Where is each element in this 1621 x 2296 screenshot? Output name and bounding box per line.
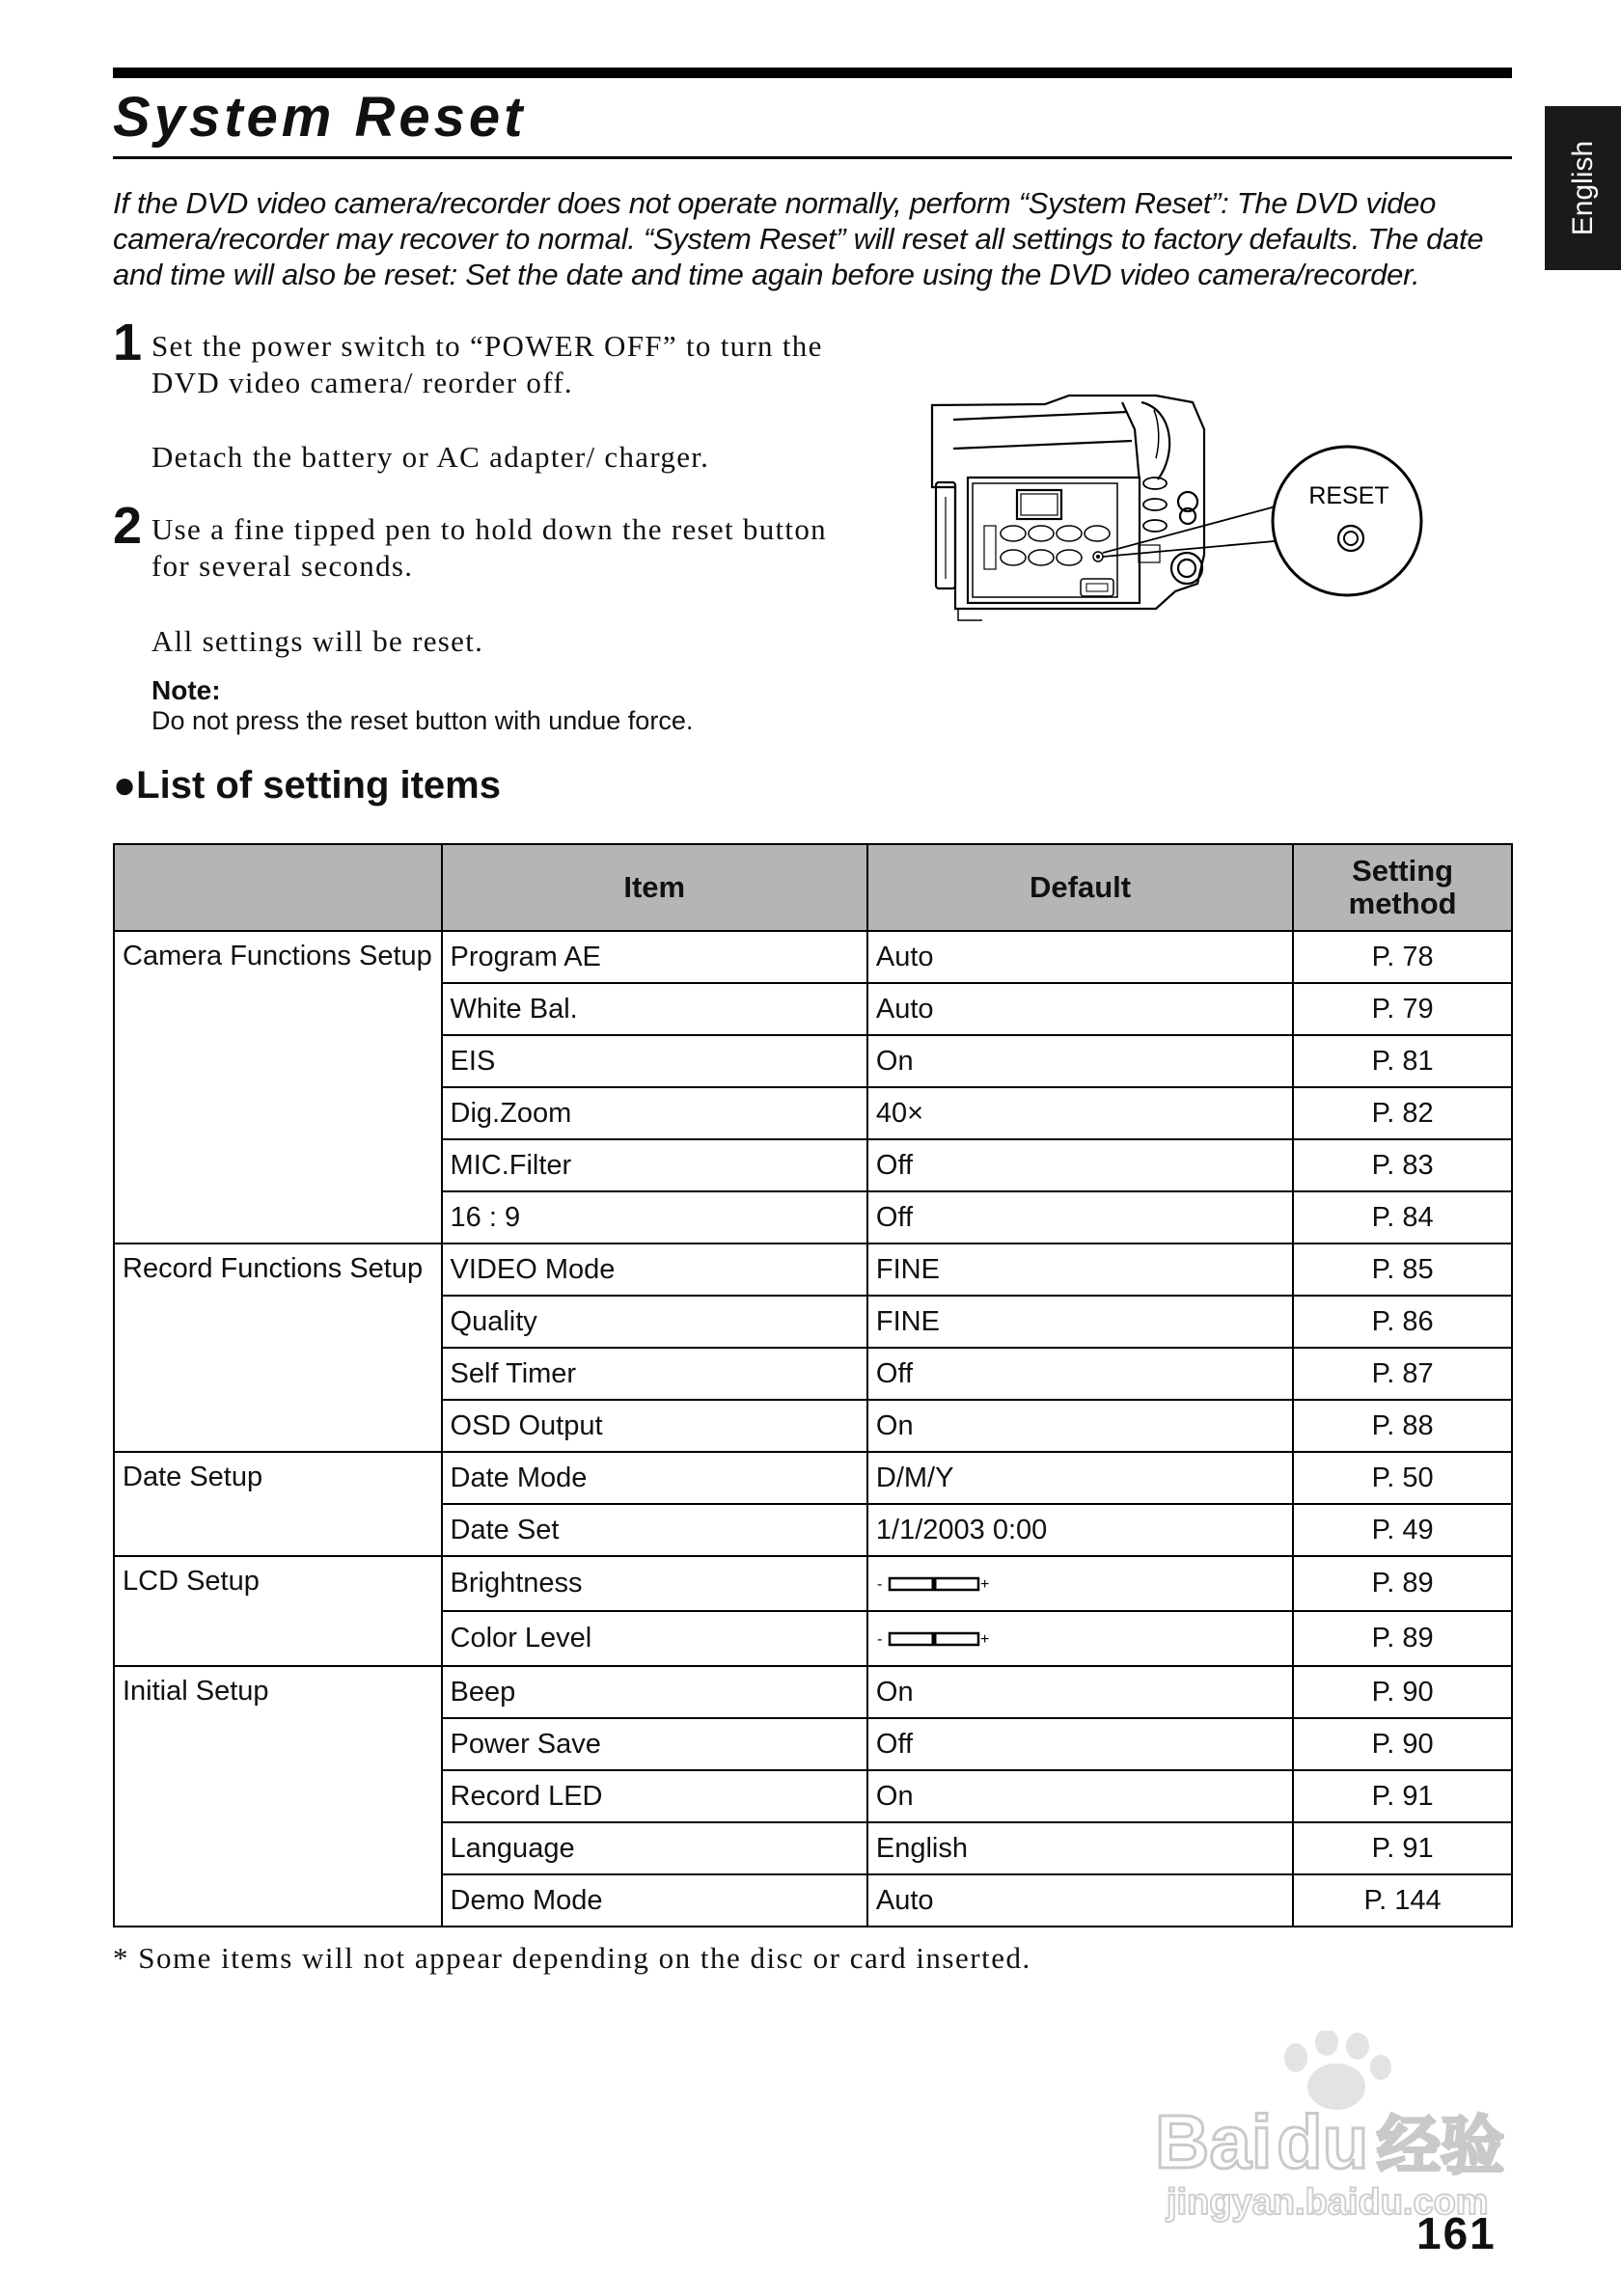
page-cell: P. 89: [1293, 1611, 1512, 1666]
brightness-level-bar: [876, 1573, 992, 1595]
section-heading: [113, 764, 501, 807]
page-cell: P. 86: [1293, 1296, 1512, 1348]
step-1-result: Detach the battery or AC adapter/ charger.: [151, 440, 710, 474]
default-cell: [867, 1556, 1293, 1611]
page-title: System Reset: [113, 86, 527, 149]
default-cell: On: [867, 1035, 1293, 1087]
page-cell: P. 91: [1293, 1822, 1512, 1874]
default-cell: Off: [867, 1191, 1293, 1244]
table-row: [114, 931, 1512, 983]
default-cell: FINE: [867, 1244, 1293, 1296]
camcorder-drawing: [932, 396, 1204, 620]
table-row: [114, 1244, 1512, 1296]
table-row: [114, 1666, 1512, 1718]
page-cell: P. 85: [1293, 1244, 1512, 1296]
item-cell: MIC.Filter: [442, 1139, 867, 1191]
table-row: [114, 1556, 1512, 1611]
item-cell: Brightness: [442, 1556, 867, 1611]
group-cell: Camera Functions Setup: [114, 931, 442, 1244]
language-side-tab: [1545, 106, 1621, 270]
page-cell: P. 83: [1293, 1139, 1512, 1191]
footnote: * Some items will not appear depending on the disc or card inserted.: [113, 1941, 1031, 1975]
item-cell: Power Save: [442, 1718, 867, 1770]
step-2-result: All settings will be reset.: [151, 624, 484, 658]
group-cell: Record Functions Setup: [114, 1244, 442, 1452]
item-cell: Color Level: [442, 1611, 867, 1666]
item-cell: Quality: [442, 1296, 867, 1348]
step-2-number: 2: [113, 497, 143, 555]
item-cell: White Bal.: [442, 983, 867, 1035]
level-plus-label: +: [979, 1631, 990, 1649]
default-cell: On: [867, 1400, 1293, 1452]
step-1-number: 1: [113, 314, 143, 371]
camcorder-reset-illustration: [924, 391, 1455, 627]
default-cell: Auto: [867, 931, 1293, 983]
default-cell: [867, 1611, 1293, 1666]
top-rule: [113, 68, 1512, 78]
page-cell: P. 84: [1293, 1191, 1512, 1244]
bullet-icon: ●: [113, 764, 137, 806]
watermark-url: jingyan.baidu.com: [1167, 2182, 1489, 2223]
note-label: Note:: [151, 675, 221, 705]
baidu-watermark: [1153, 2031, 1529, 2224]
item-cell: OSD Output: [442, 1400, 867, 1452]
section-heading-text: List of setting items: [136, 764, 501, 806]
page-cell: P. 89: [1293, 1556, 1512, 1611]
paw-logo-icon: [1284, 2031, 1391, 2110]
watermark-chinese: 经验: [1377, 2110, 1504, 2181]
item-cell: Beep: [442, 1666, 867, 1718]
reset-label: RESET: [1308, 482, 1389, 509]
watermark-brand: Bai: [1155, 2099, 1273, 2184]
header-setting-method: Setting method: [1293, 844, 1512, 931]
level-plus-label: +: [979, 1576, 990, 1594]
page-cell: P. 50: [1293, 1452, 1512, 1504]
level-thumb: [931, 1633, 936, 1645]
page-cell: P. 87: [1293, 1348, 1512, 1400]
default-cell: On: [867, 1666, 1293, 1718]
item-cell: Date Mode: [442, 1452, 867, 1504]
page-cell: P. 81: [1293, 1035, 1512, 1087]
default-cell: Auto: [867, 1874, 1293, 1927]
default-cell: 40×: [867, 1087, 1293, 1139]
title-rule: [113, 156, 1512, 159]
step-1-text: Set the power switch to “POWER OFF” to turn the DVD video camera/ reorder off.: [151, 329, 823, 399]
table-header-row: [114, 844, 1512, 931]
group-cell: Initial Setup: [114, 1666, 442, 1927]
item-cell: Demo Mode: [442, 1874, 867, 1927]
header-group: [114, 844, 442, 931]
item-cell: Date Set: [442, 1504, 867, 1556]
page-cell: P. 49: [1293, 1504, 1512, 1556]
note-text: Do not press the reset button with undue force.: [151, 706, 694, 735]
default-cell: FINE: [867, 1296, 1293, 1348]
default-cell: English: [867, 1822, 1293, 1874]
group-cell: Date Setup: [114, 1452, 442, 1556]
page-number: 161: [1416, 2208, 1497, 2258]
reset-magnifier-circle: [1273, 447, 1421, 595]
page-cell: P. 78: [1293, 931, 1512, 983]
item-cell: EIS: [442, 1035, 867, 1087]
step-2-text: Use a fine tipped pen to hold down the reset button for several seconds.: [151, 512, 827, 583]
side-tab-label: English: [1566, 140, 1599, 236]
default-cell: On: [867, 1770, 1293, 1822]
level-thumb: [931, 1578, 936, 1590]
intro-paragraph: If the DVD video camera/recorder does not operate normally, perform “System Reset”: The DVD video camera/recorder may recover to normal. “System Reset” will reset all settings to factory defaults. The date and time will also be reset: Set the date and time again before using the DVD video camera/recorder.: [113, 186, 1484, 291]
default-cell: 1/1/2003 0:00: [867, 1504, 1293, 1556]
page-cell: P. 91: [1293, 1770, 1512, 1822]
table-row: [114, 1452, 1512, 1504]
level-minus-label: -: [876, 1576, 883, 1594]
item-cell: VIDEO Mode: [442, 1244, 867, 1296]
item-cell: 16 : 9: [442, 1191, 867, 1244]
page-cell: P. 82: [1293, 1087, 1512, 1139]
default-cell: Off: [867, 1348, 1293, 1400]
default-cell: Auto: [867, 983, 1293, 1035]
item-cell: Record LED: [442, 1770, 867, 1822]
default-cell: Off: [867, 1139, 1293, 1191]
header-item: Item: [442, 844, 867, 931]
settings-table: [113, 843, 1513, 1927]
header-default: Default: [867, 844, 1293, 931]
watermark-brand-2: du: [1277, 2099, 1369, 2184]
item-cell: Self Timer: [442, 1348, 867, 1400]
item-cell: Language: [442, 1822, 867, 1874]
page-cell: P. 88: [1293, 1400, 1512, 1452]
item-cell: Dig.Zoom: [442, 1087, 867, 1139]
page-cell: P. 79: [1293, 983, 1512, 1035]
page-cell: P. 90: [1293, 1718, 1512, 1770]
default-cell: D/M/Y: [867, 1452, 1293, 1504]
default-cell: Off: [867, 1718, 1293, 1770]
level-minus-label: -: [876, 1631, 883, 1649]
color-level-bar: [876, 1628, 992, 1650]
group-cell: LCD Setup: [114, 1556, 442, 1666]
page-cell: P. 144: [1293, 1874, 1512, 1927]
page-cell: P. 90: [1293, 1666, 1512, 1718]
item-cell: Program AE: [442, 931, 867, 983]
